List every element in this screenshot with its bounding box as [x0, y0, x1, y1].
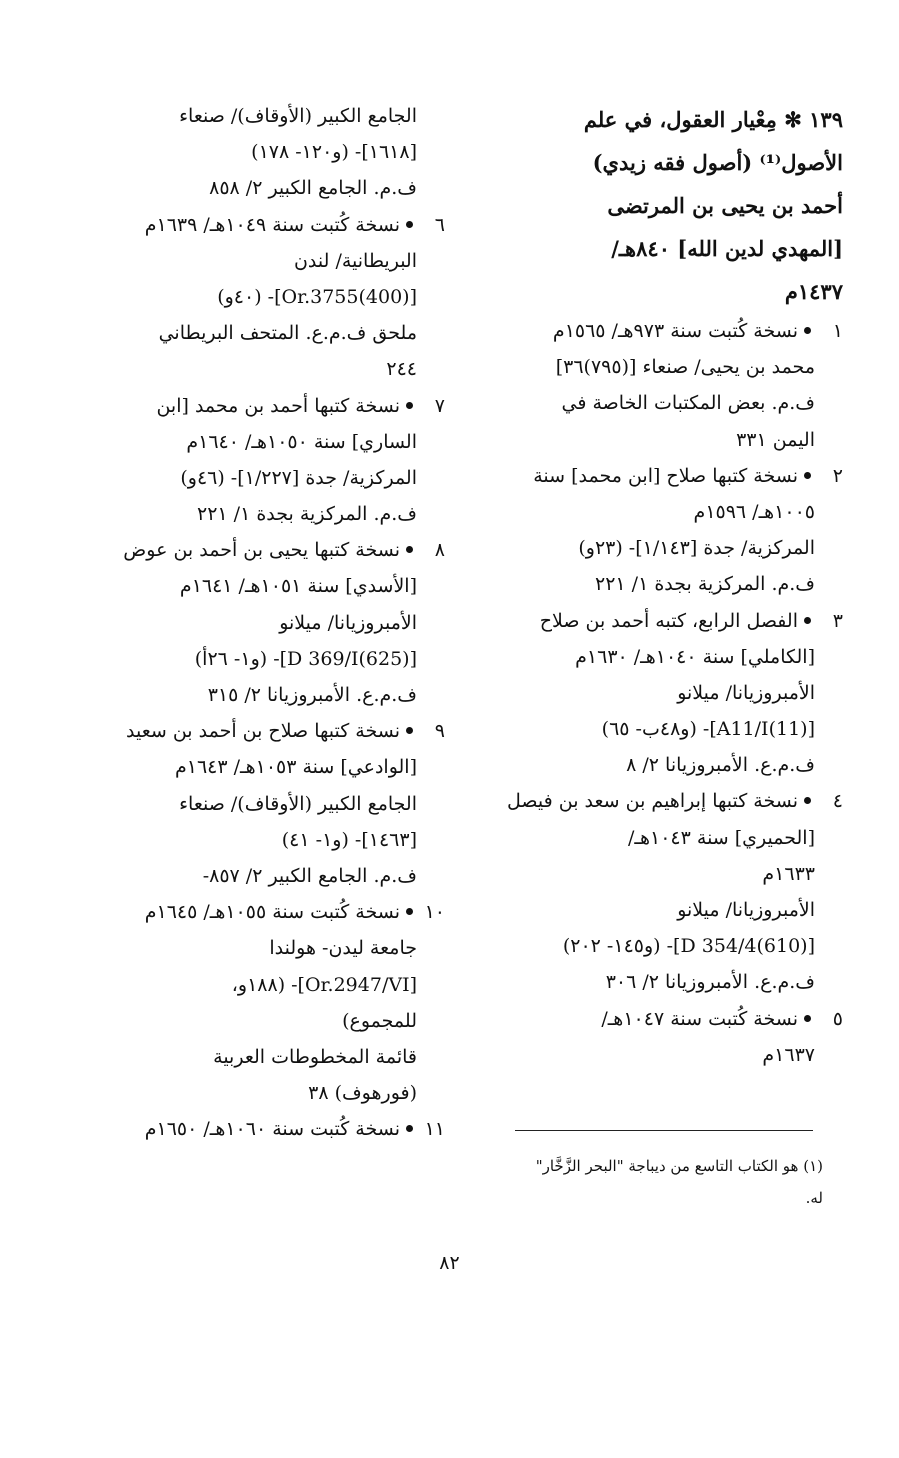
entry-line: ف.م.ع. الأمبروزيانا ٢/ ٨: [626, 754, 815, 777]
bullet-icon: [804, 327, 811, 334]
bullet-icon: [804, 797, 811, 804]
entry-number: ٢: [832, 464, 843, 487]
entry-heading-line: أحمد بن يحيى بن المرتضى: [607, 193, 843, 218]
entry-line: الساري] سنة ١٠٥٠هـ/ ١٦٤٠م: [186, 430, 417, 453]
entry-number: ١١: [424, 1118, 445, 1141]
entry-number: ٨: [434, 539, 445, 562]
entry-line: المركزية/ جدة [١/١٤٣]- (٢٣و): [578, 537, 815, 560]
entry-line: [(11)A11/I]- (و٤٨ب- ٦٥): [601, 718, 815, 741]
entry-line: الأمبروزيانا/ ميلانو: [279, 611, 417, 634]
entry-line: نسخة كتبها يحيى بن أحمد بن عوض: [123, 539, 400, 562]
entry-line: ١٦٣٧م: [762, 1043, 815, 1066]
entry-line: [(400)Or.3755]- (٤٠و): [217, 285, 417, 308]
entry-line: [الكاملي] سنة ١٠٤٠هـ/ ١٦٣٠م: [575, 645, 815, 668]
entry-line: [Or.2947/VI]- (١٨٨و،: [231, 973, 417, 996]
entry-line: ٢٤٤: [386, 358, 417, 381]
footnote-divider: [515, 1130, 813, 1131]
entry-number: ٦: [434, 213, 445, 236]
entry-line: ١٠٠٥هـ/ ١٥٩٦م: [693, 500, 815, 523]
manuscript-entry: [95, 207, 445, 388]
entry-line: جامعة ليدن- هولندا: [269, 937, 417, 960]
footnote-line: (١) هو الكتاب التاسع من ديباجة "البحر الزَّخَّار": [535, 1157, 823, 1175]
manuscript-entry: [478, 603, 843, 784]
entry-line: [الوادعي] سنة ١٠٥٣هـ/ ١٦٤٣م: [175, 756, 417, 779]
entry-line: نسخة كتبها صلاح بن أحمد بن سعيد: [126, 720, 400, 743]
entry-number: ١٠: [424, 901, 445, 924]
entry-line: ف.م. المركزية بجدة ١/ ٢٢١: [197, 503, 417, 526]
entry-number: ٣: [832, 609, 843, 632]
manuscript-entry: [95, 1111, 445, 1147]
entry-heading-line: الأصول⁽¹⁾ (أصول فقه زيدي): [592, 150, 843, 175]
entry-number: ٤: [832, 790, 843, 813]
bullet-icon: [406, 221, 413, 228]
entry-line: ف.م. الجامع الكبير ٢/ ٨٥٨: [209, 177, 417, 200]
manuscript-entry: [95, 388, 445, 533]
entry-line: الجامع الكبير (الأوقاف)/ صنعاء: [179, 105, 417, 127]
entry-line: نسخة كتبها صلاح [ابن محمد] سنة: [533, 464, 798, 487]
footnote: [478, 1150, 823, 1214]
manuscript-entry: [478, 458, 843, 603]
left-column: [95, 98, 445, 1147]
entry-line: [١٦١٨]- (و١٢٠- ١٧٨): [251, 141, 417, 164]
entry-line: الجامع الكبير (الأوقاف)/ صنعاء: [179, 792, 417, 815]
right-column: [478, 98, 843, 1073]
entry-number: ٧: [434, 394, 445, 417]
entry-heading-line: ١٣٩ ✻ مِعْيار العقول، في علم: [583, 107, 843, 132]
entry-line: ١٦٣٣م: [762, 862, 815, 885]
entry-line: البريطانية/ لندن: [293, 249, 417, 272]
entry-line: نسخة كُتبت سنة ١٠٥٥هـ/ ١٦٤٥م: [144, 901, 400, 924]
manuscript-entry: [95, 713, 445, 894]
footnote-line: له.: [805, 1189, 823, 1207]
entry-line: ف.م. الجامع الكبير ٢/ ٨٥٧-: [202, 864, 417, 887]
bullet-icon: [406, 402, 413, 409]
entry-line: ف.م. المركزية بجدة ١/ ٢٢١: [595, 573, 815, 596]
bullet-icon: [406, 727, 413, 734]
entry-line: الأمبروزيانا/ ميلانو: [677, 681, 815, 704]
entry-line: نسخة كتبها أحمد بن محمد [ابن: [156, 394, 400, 417]
entry-line: ملحق ف.م.ع. المتحف البريطاني: [158, 322, 417, 345]
entry-line: ف.م.ع. الأمبروزيانا ٢/ ٣١٥: [207, 684, 417, 706]
entry-line: الفصل الرابع، كتبه أحمد بن صلاح: [539, 609, 798, 632]
entry-number: ٩: [434, 720, 445, 743]
entry-line: محمد بن يحيى/ صنعاء [(٧٩٥)٣٦]: [555, 356, 815, 379]
entry-number: ١: [832, 320, 843, 342]
bullet-icon: [406, 1125, 413, 1132]
manuscript-entry: [478, 1001, 843, 1073]
bullet-icon: [804, 472, 811, 479]
page-number: ٨٢: [439, 1252, 460, 1274]
entry-line: ف.م. بعض المكتبات الخاصة في: [561, 392, 815, 415]
manuscript-entry: [478, 313, 843, 458]
bullet-icon: [406, 546, 413, 553]
entry-number: ٥: [832, 1007, 843, 1030]
entry-line: للمجموع): [342, 1009, 417, 1032]
entry-line: المركزية/ جدة [١/٢٢٧]- (٤٦و): [180, 466, 417, 489]
manuscript-entry: [95, 894, 445, 1111]
entry-line: ف.م.ع. الأمبروزيانا ٢/ ٣٠٦: [605, 971, 815, 994]
entry-line: نسخة كُتبت سنة ١٠٤٩هـ/ ١٦٣٩م: [144, 213, 400, 236]
entry-line: نسخة كُتبت سنة ١٠٤٧هـ/: [601, 1007, 798, 1030]
bullet-icon: [406, 908, 413, 915]
entry-line: (فورهوف) ٣٨: [308, 1082, 417, 1105]
entry-line: الأمبروزيانا/ ميلانو: [677, 899, 815, 921]
entry-line: [١٤٦٣]- (و١- ٤١): [281, 828, 417, 851]
manuscript-entry: [478, 783, 843, 1000]
bullet-icon: [804, 617, 811, 624]
entry-heading-line: [المهدي لدين الله] ٨٤٠هـ/: [611, 236, 843, 261]
entry-line: [الأسدي] سنة ١٠٥١هـ/ ١٦٤١م: [179, 575, 417, 598]
entry-heading-line: ١٤٣٧م: [784, 279, 843, 304]
entry-line: قائمة المخطوطات العربية: [213, 1045, 417, 1068]
entry-line: نسخة كُتبت سنة ٩٧٣هـ/ ١٥٦٥م: [552, 320, 798, 342]
entry-line: [الحميري] سنة ١٠٤٣هـ/: [628, 826, 815, 849]
entry-line: نسخة كُتبت سنة ١٠٦٠هـ/ ١٦٥٠م: [144, 1118, 400, 1141]
entry-line: نسخة كتبها إبراهيم بن سعد بن فيصل: [507, 790, 798, 813]
entry-line: [(610)D 354/4]- (و١٤٥- ٢٠٢): [562, 935, 815, 958]
entry-line: [(625)D 369/I]- (و١- ٢٦أ): [194, 647, 417, 670]
entry-line: اليمن ٣٣١: [736, 428, 815, 451]
manuscript-entry: [95, 532, 445, 713]
bullet-icon: [804, 1015, 811, 1022]
